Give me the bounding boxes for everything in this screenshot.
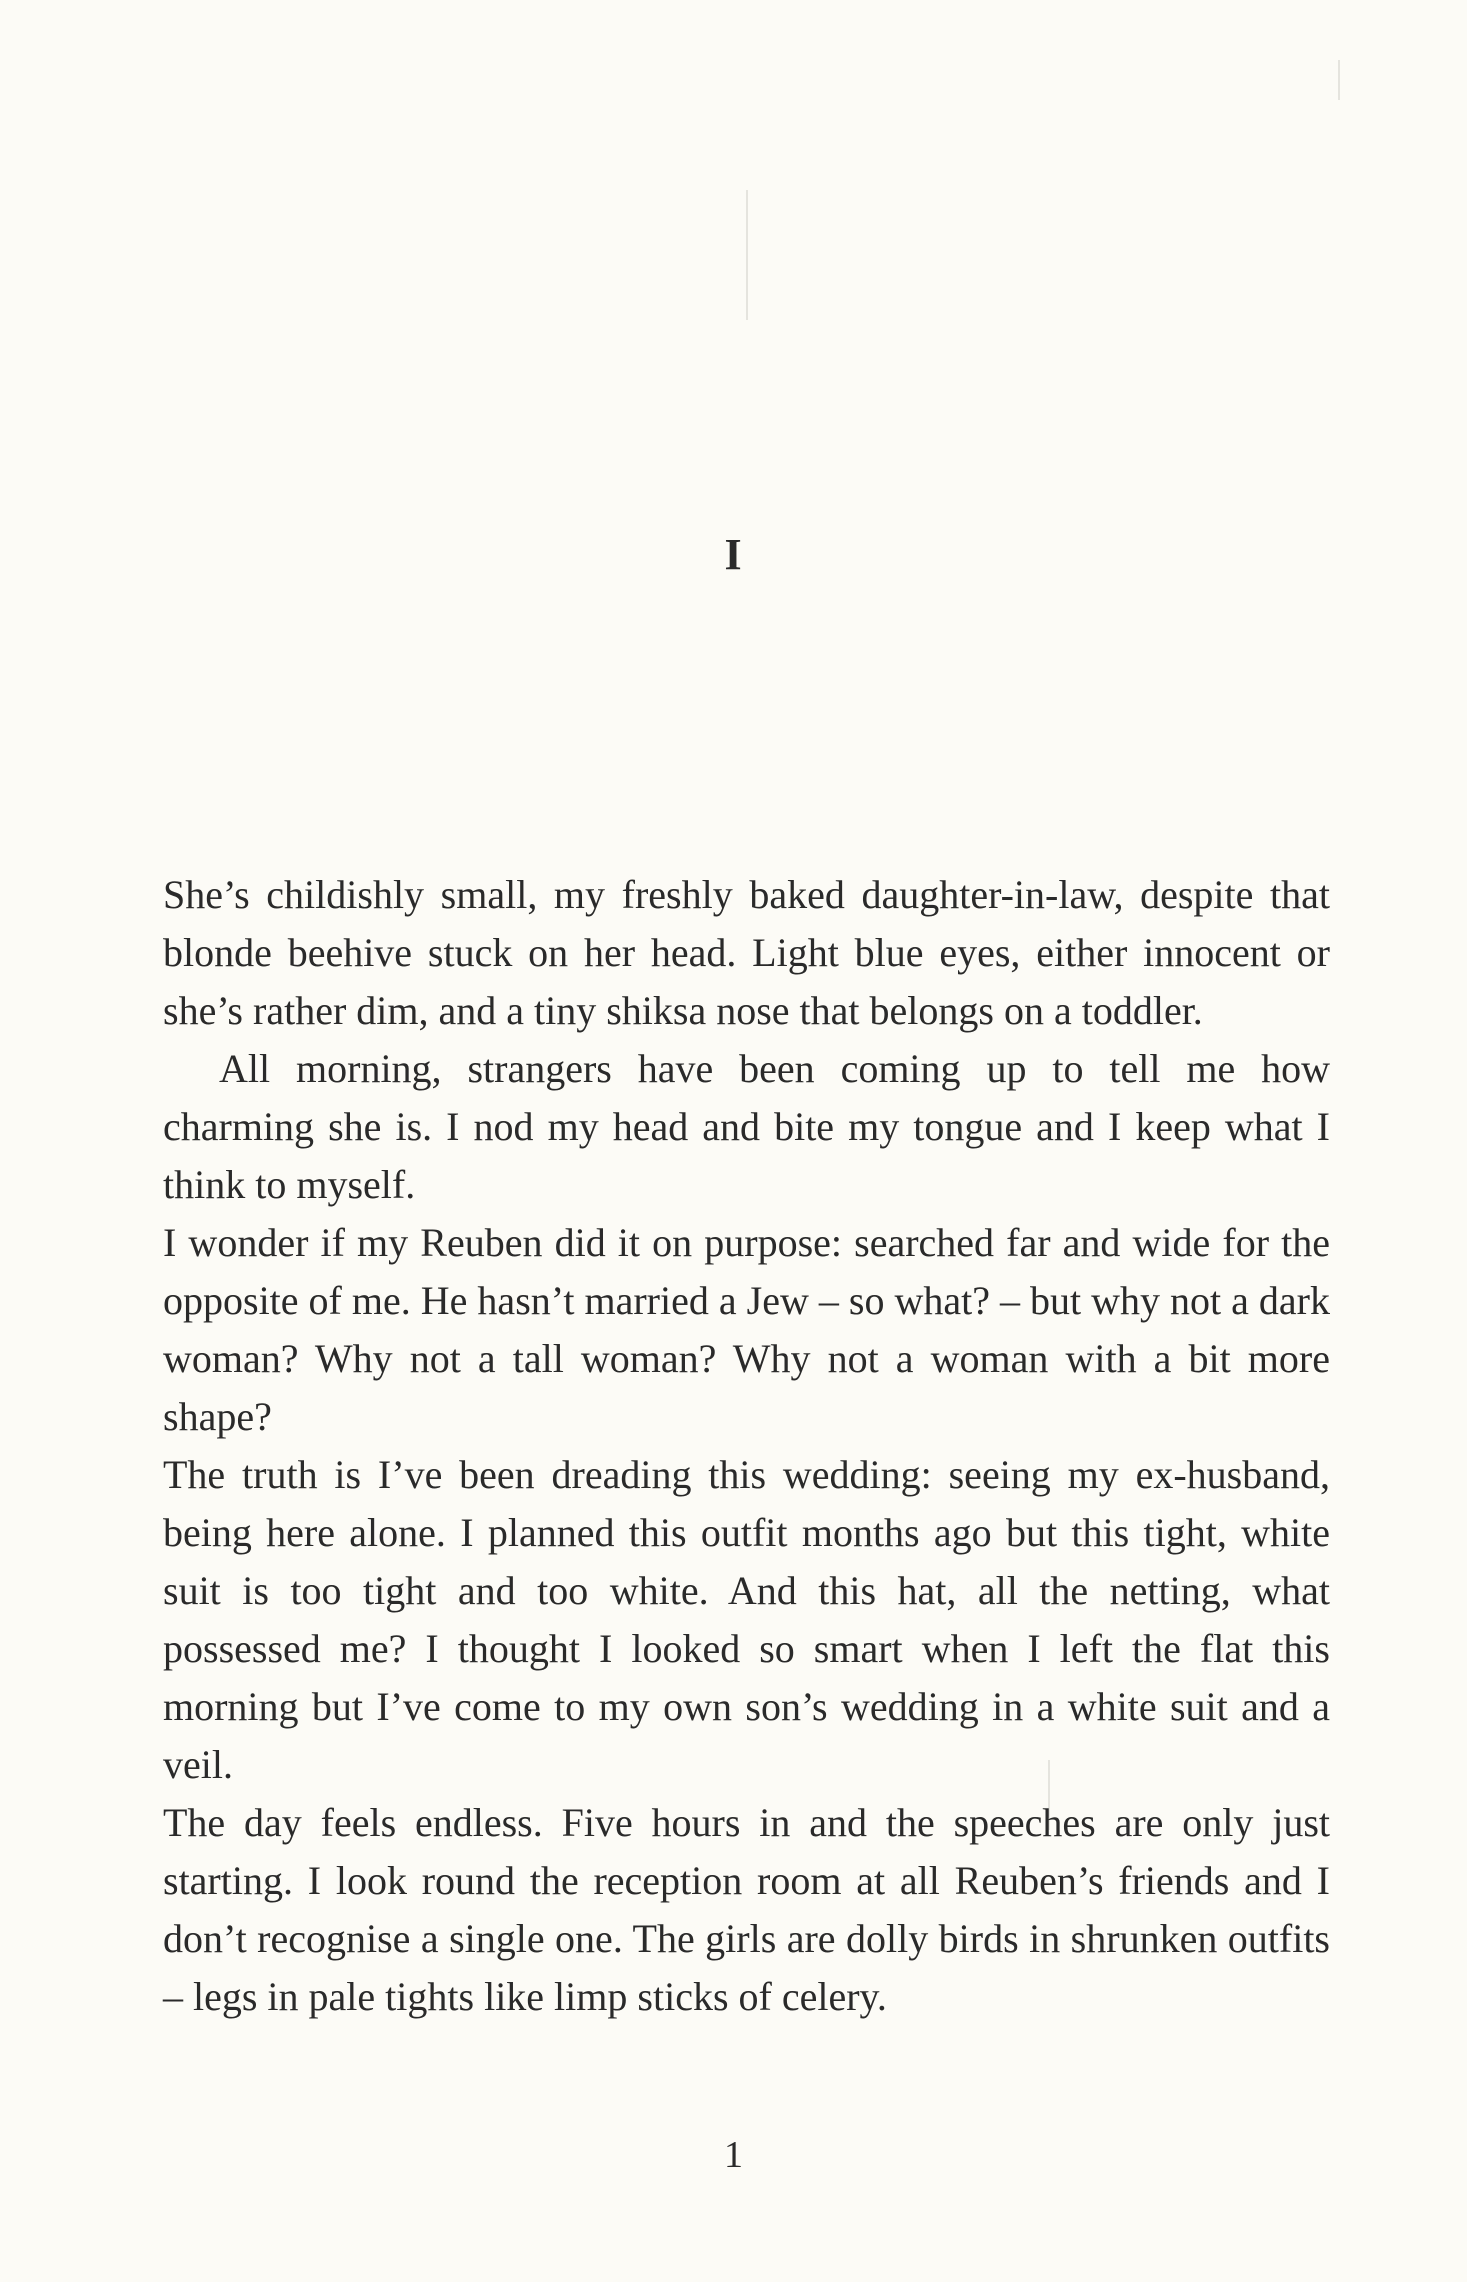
chapter-number: I (724, 530, 743, 579)
paragraph: All morning, strangers have been coming up to tell me how charming she is. I nod my head and bite my tongue and I keep what I think to myself. (163, 1046, 1330, 1207)
paragraph: The truth is I’ve been dreading this wedding: seeing my ex-husband, being here alone. I planned this outfit months ago but this tight, white suit is too tight and too white. And this hat, all the netting, what possessed me? I thought I looked so smart when I left the flat this morning but I’ve come to my own son’s wedding in a white suit and a veil. (163, 1452, 1330, 1787)
paragraph: I wonder if my Reuben did it on purpose: searched far and wide for the opposite of me. He hasn’t married a Jew – so what? – but why not a dark woman? Why not a tall woman? Why not a woman with a bit more shape? (163, 1220, 1330, 1439)
scan-artifact-line (746, 190, 748, 320)
page-number: 1 (724, 2134, 743, 2176)
paragraph: She’s childishly small, my freshly baked daughter-in-law, despite that blonde beehive stuck on her head. Light blue eyes, either innocent or she’s rather dim, and a tiny shiksa nose that belongs on a toddler. (163, 872, 1330, 1033)
body-text (163, 866, 1330, 2026)
paragraph: The day feels endless. Five hours in and the speeches are only just starting. I look round the reception room at all Reuben’s friends and I don’t recognise a single one. The girls are dolly birds in shrunken outfits – legs in pale tights like limp sticks of celery. (163, 1800, 1330, 2019)
scan-artifact-line (1338, 60, 1340, 100)
